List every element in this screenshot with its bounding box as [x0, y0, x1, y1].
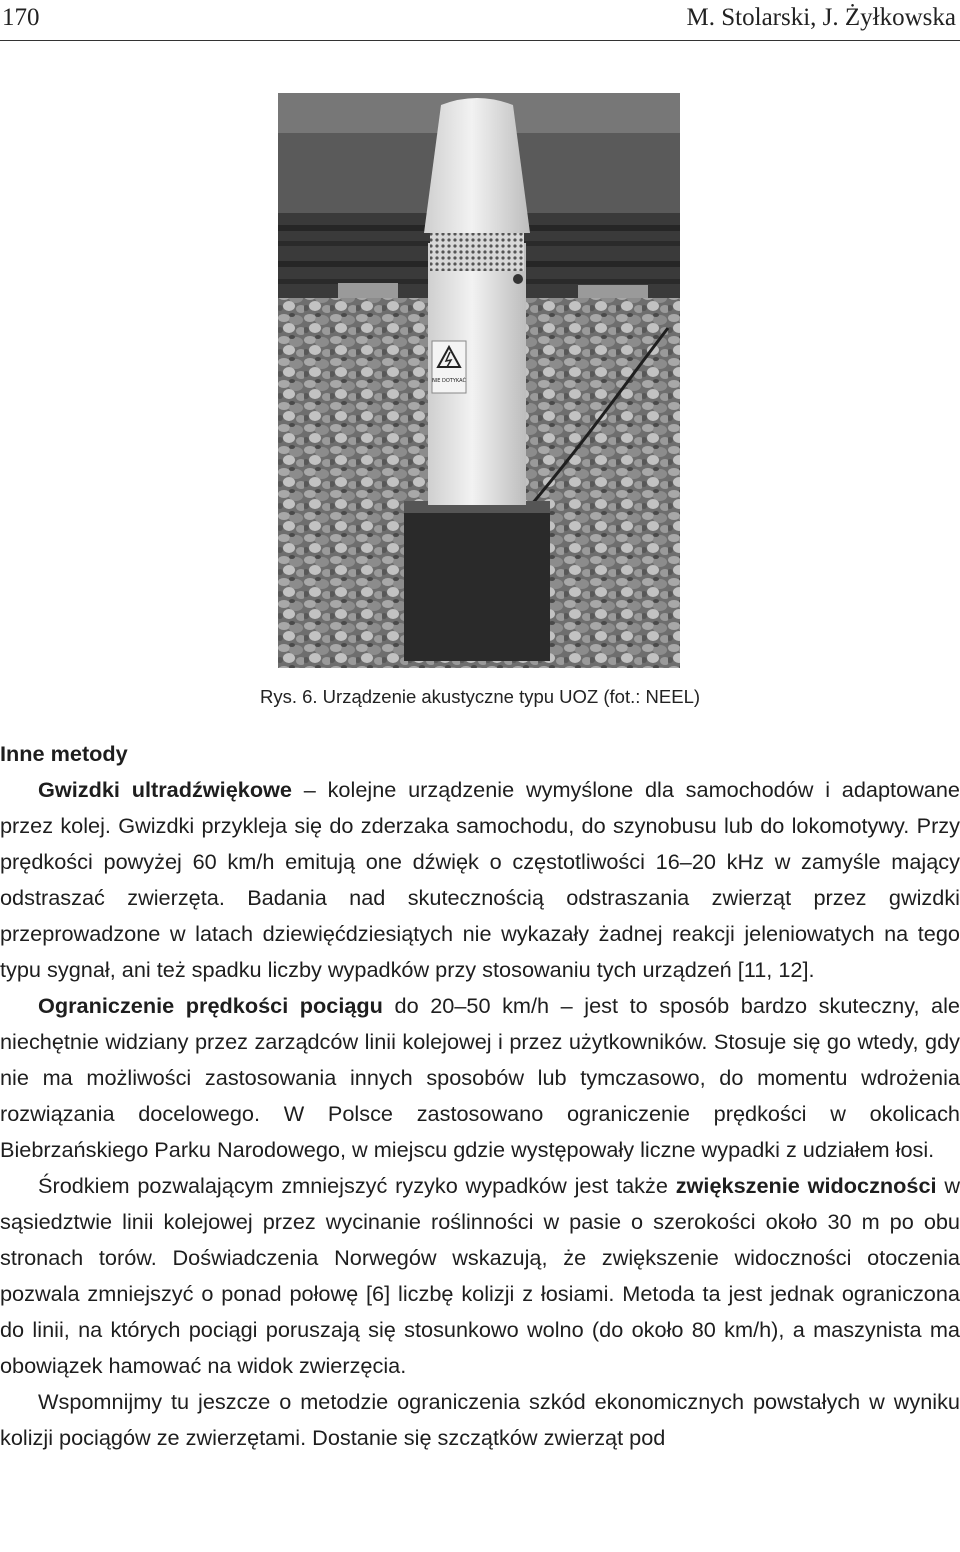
term-bold: zwiększenie widoczności	[675, 1173, 937, 1198]
acoustic-device-photo	[278, 93, 680, 668]
section-heading: Inne metody	[0, 741, 128, 766]
paragraph-text: Wspomnijmy tu jeszcze o metodzie ograniczenia szkód ekonomicznych powstałych w wyniku kolizji pociągów ze zwierzętami. Dostanie się szczątków zwierząt pod	[0, 1389, 960, 1450]
term-bold: Gwizdki ultradźwiękowe	[38, 777, 292, 802]
paragraph-ultrasonic-whistles	[0, 772, 960, 988]
paragraph-text: do 20–50 km/h – jest to sposób bardzo skuteczny, ale niechętnie widziany przez zarządców linii kolejowej i przez użytkowników. Stosuje się go wtedy, gdy nie ma możliwości zastosowania innych sposobów lub tymczasowo, do momentu wdrożenia rozwiązania docelowego. W Polsce zastosowano ograniczenie prędkości w okolicach Biebrzańskiego Parku Narodowego, w miejscu gdzie występowały liczne wypadki z udziałem łosi.	[0, 993, 960, 1162]
page-header	[0, 0, 960, 41]
figure-photo	[278, 93, 680, 668]
page-number: 170	[2, 4, 40, 31]
term-bold: Ograniczenie prędkości pociągu	[38, 993, 383, 1018]
figure-caption: Rys. 6. Urządzenie akustyczne typu UOZ (fot.: NEEL)	[259, 686, 701, 707]
paragraph-economic-damage	[0, 1384, 960, 1456]
body-text	[0, 736, 960, 1456]
paragraph-text: Środkiem pozwalającym zmniejszyć ryzyko wypadków jest także	[38, 1173, 676, 1198]
running-head-authors: M. Stolarski, J. Żyłkowska	[686, 4, 956, 31]
paragraph-text: w sąsiedztwie linii kolejowej przez wycinanie roślinności w pasie o szerokości około 30 m po obu stronach torów. Doświadczenia Norwegów wskazują, że zwiększenie widoczności otoczenia pozwala zmniejszyć o ponad połowę [6] liczbę kolizji z łosiami. Metoda ta jest jednak ograniczona do linii, na których pociągi poruszają się stosunkowo wolno (do około 80 km/h), a maszynista ma obowiązek hamować na widok zwierzęcia.	[0, 1173, 960, 1378]
paragraph-speed-limit	[0, 988, 960, 1168]
paragraph-text: – kolejne urządzenie wymyślone dla samochodów i adaptowane przez kolej. Gwizdki przykleja się do zderzaka samochodu, do szynobusu lub do lokomotywy. Przy prędkości powyżej 60 km/h emitują one dźwięk o częstotliwości 16–20 kHz w zamyśle mający odstraszać zwierzęta. Badania nad skutecznością odstraszania zwierząt przez gwizdki przeprowadzone w latach dziewięćdziesiątych nie wykazały żadnej reakcji jeleniowatych na tego typu sygnał, ani też spadku liczby wypadków przy stosowaniu tych urządzeń [11, 12].	[0, 777, 960, 982]
sticker-label: NIE DOTYKAĆ	[432, 378, 466, 384]
paragraph-visibility	[0, 1168, 960, 1384]
